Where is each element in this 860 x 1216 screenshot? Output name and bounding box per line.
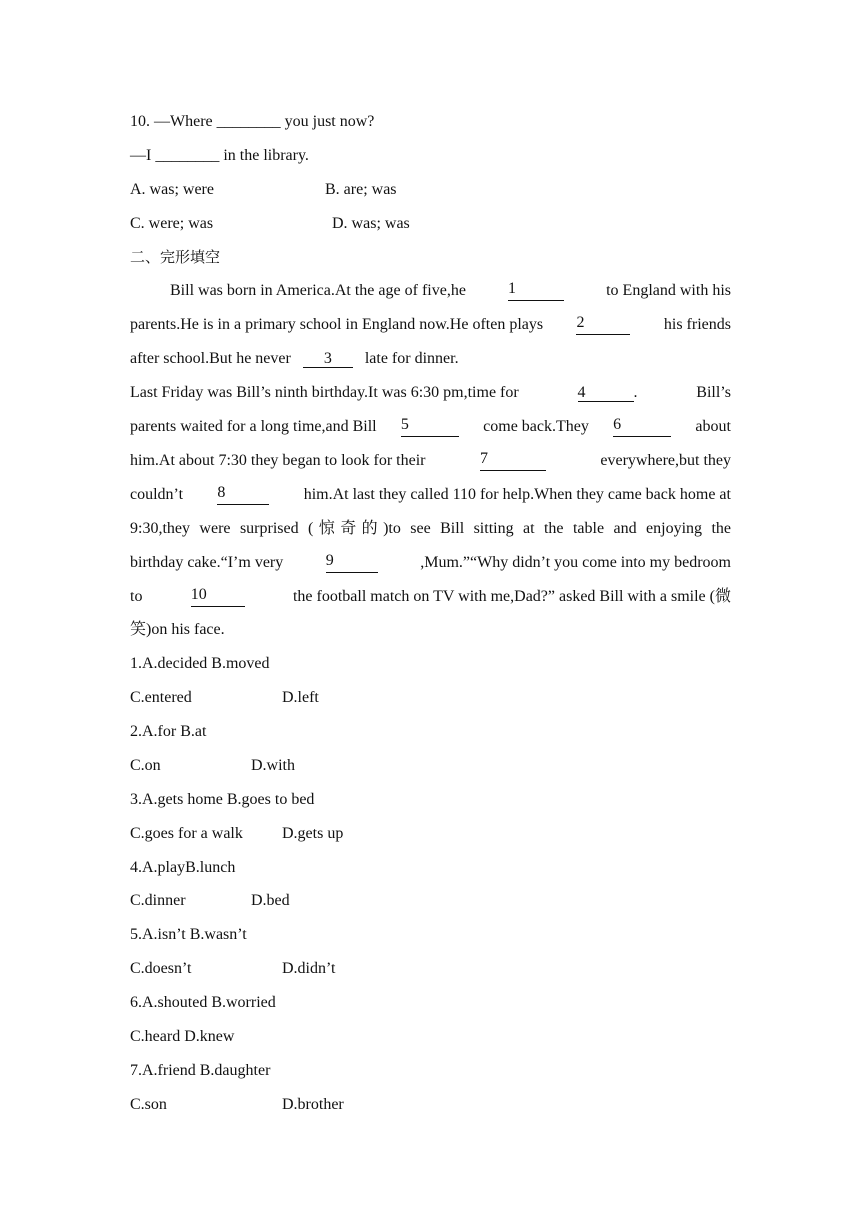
q10-stem: 10. —Where ________ you just now? [130, 113, 375, 130]
q10-option-c: C. were; was [130, 215, 214, 232]
option-4-d: D.bed [251, 892, 290, 909]
passage-text: everywhere,but they [600, 452, 731, 469]
passage-line-1 [170, 281, 731, 301]
option-7-c: C.son [130, 1096, 167, 1113]
q10-option-b: B. are; was [325, 181, 397, 198]
option-3-ab: 3.A.gets home B.goes to bed [130, 791, 315, 808]
blank-9: 9 [326, 553, 378, 573]
passage-line-2 [130, 315, 731, 335]
passage-text: the football match on TV with me,Dad?” asked Bill with a smile (微 [292, 588, 731, 605]
passage-text: him.At about 7:30 they began to look for their [130, 452, 426, 469]
passage-text: him.At last they called 110 for help.When they came back home at [303, 486, 731, 503]
passage-text: Last Friday was Bill’s ninth birthday.It was 6:30 pm,time for [130, 384, 519, 401]
passage-text: parents waited for a long time,and Bill [130, 418, 377, 435]
q10-option-d: D. was; was [332, 215, 410, 232]
option-7-ab: 7.A.friend B.daughter [130, 1062, 271, 1079]
passage-text: parents.He is in a primary school in England now.He often plays [130, 316, 544, 333]
option-5-d: D.didn’t [282, 960, 336, 977]
passage-line-7 [130, 485, 731, 505]
option-6-ab: 6.A.shouted B.worried [130, 994, 276, 1011]
option-3-d: D.gets up [282, 825, 344, 842]
q10-option-a: A. was; were [130, 181, 214, 198]
q10-answer-line: —I ________ in the library. [130, 147, 309, 164]
passage-line-6 [130, 451, 731, 471]
blank-5: 5 [401, 417, 459, 437]
option-5-c: C.doesn’t [130, 960, 192, 977]
option-4-ab: 4.A.playB.lunch [130, 859, 236, 876]
blank-7: 7 [480, 451, 546, 471]
blank-1: 1 [508, 281, 564, 301]
blank-2: 2 [576, 315, 630, 335]
option-2-c: C.on [130, 757, 161, 774]
passage-text: couldn’t [130, 486, 184, 503]
blank-10: 10 [191, 587, 245, 607]
passage-text: late for dinner. [364, 350, 459, 367]
passage-text: his friends [663, 316, 731, 333]
passage-line-8: 9:30,they were surprised (惊奇的)to see Bill sitting at the table and enjoying the [130, 520, 731, 537]
passage-text: to [130, 588, 143, 605]
passage-line-10 [130, 587, 731, 607]
passage-text: after school.But he never [130, 350, 291, 367]
passage-text: ,Mum.”“Why didn’t you come into my bedroom [420, 554, 731, 571]
passage-line-4 [130, 383, 731, 403]
blank-4: 4 [578, 385, 634, 402]
passage-line-11: 笑)on his face. [130, 621, 225, 638]
passage-line-5 [130, 417, 731, 437]
blank-8: 8 [217, 485, 269, 505]
passage-text: to England with his [606, 282, 731, 299]
option-4-c: C.dinner [130, 892, 186, 909]
option-1-d: D.left [282, 689, 319, 706]
blank-6: 6 [613, 417, 671, 437]
passage-text: Bill was born in America.At the age of five,he [170, 282, 466, 299]
option-2-ab: 2.A.for B.at [130, 723, 207, 740]
option-6-cd: C.heard D.knew [130, 1028, 235, 1045]
option-2-d: D.with [251, 757, 295, 774]
passage-text: Bill’s [696, 384, 731, 401]
passage-line-9 [130, 553, 731, 573]
passage-text: . [633, 384, 638, 401]
option-7-d: D.brother [282, 1096, 344, 1113]
option-5-ab: 5.A.isn’t B.wasn’t [130, 926, 247, 943]
option-1-c: C.entered [130, 689, 192, 706]
passage-text: come back.They [483, 418, 589, 435]
passage-text: about [695, 418, 731, 435]
passage-text: birthday cake.“I’m very [130, 554, 284, 571]
blank-3: 3 [303, 351, 353, 368]
section-title: 二、完形填空 [130, 248, 221, 266]
option-1-ab: 1.A.decided B.moved [130, 655, 270, 672]
option-3-c: C.goes for a walk [130, 825, 243, 842]
passage-line-3 [130, 349, 459, 369]
